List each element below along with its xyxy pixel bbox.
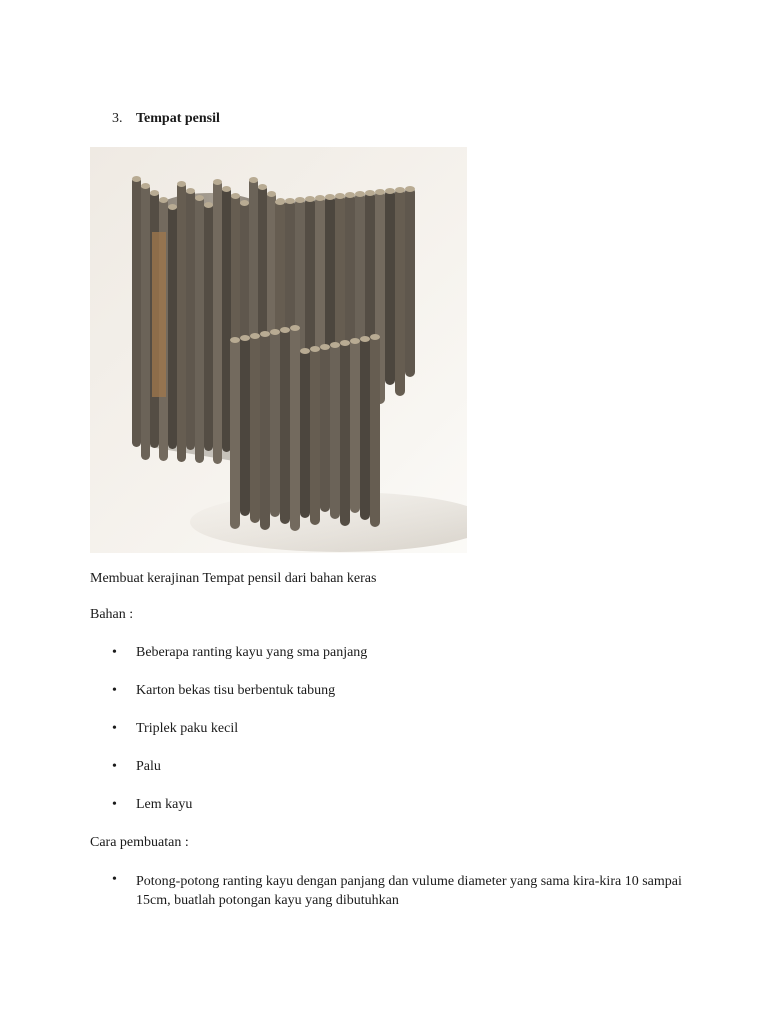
wood-stick-cap xyxy=(280,327,290,333)
wood-stick-cap xyxy=(222,186,231,192)
wood-stick-cap xyxy=(350,338,360,344)
wood-stick xyxy=(385,189,395,385)
heading-title: Tempat pensil xyxy=(136,111,220,126)
section-heading xyxy=(112,111,220,127)
wood-stick-cap xyxy=(370,334,380,340)
wood-stick xyxy=(213,180,222,464)
pencil-holder-photo xyxy=(90,147,467,553)
wood-stick-cap xyxy=(295,197,305,203)
wood-stick xyxy=(222,187,231,452)
wood-stick xyxy=(360,337,370,520)
bullet-icon: • xyxy=(112,645,117,660)
bullet-icon: • xyxy=(112,797,117,812)
wood-stick xyxy=(270,330,280,517)
wood-stick xyxy=(141,184,150,460)
wood-stick-cap xyxy=(204,202,213,208)
wood-stick xyxy=(132,177,141,447)
wood-stick xyxy=(280,328,290,524)
wood-stick-cap xyxy=(275,199,285,205)
bullet-icon: • xyxy=(112,759,117,774)
wood-stick-cap xyxy=(141,183,150,189)
wood-stick xyxy=(230,338,240,529)
intro-paragraph: Membuat kerajinan Tempat pensil dari bahan keras xyxy=(90,571,377,586)
wood-stick-cap xyxy=(325,194,335,200)
wood-stick xyxy=(250,334,260,523)
wood-stick xyxy=(195,196,204,463)
wood-stick xyxy=(320,345,330,512)
wood-stick xyxy=(260,332,270,530)
cara-label: Cara pembuatan : xyxy=(90,835,189,850)
wood-stick xyxy=(310,347,320,525)
wood-stick-cap xyxy=(249,177,258,183)
list-item-text: Lem kayu xyxy=(136,797,193,812)
bahan-label: Bahan : xyxy=(90,607,134,622)
list-item-text: Palu xyxy=(136,759,161,774)
wood-stick-cap xyxy=(355,191,365,197)
wood-stick xyxy=(204,203,213,451)
heading-number: 3. xyxy=(112,111,123,126)
wood-stick-cap xyxy=(258,184,267,190)
wood-stick xyxy=(340,341,350,526)
wood-stick-cap xyxy=(405,186,415,192)
wood-stick-cap xyxy=(260,331,270,337)
list-item-text: Beberapa ranting kayu yang sma panjang xyxy=(136,645,368,660)
list-item-text: Triplek paku kecil xyxy=(136,721,239,736)
wood-stick xyxy=(330,343,340,519)
wood-stick xyxy=(186,189,195,450)
bullet-icon: • xyxy=(112,872,117,887)
wood-stick-cap xyxy=(365,190,375,196)
wood-stick-cap xyxy=(240,200,249,206)
list-item-text: Potong-potong ranting kayu dengan panjang dan vulume diameter yang sama kira-kira 10 sampai 15cm, buatlah potongan kayu yang dibutuhkan xyxy=(136,874,682,908)
wood-stick xyxy=(168,205,177,449)
wood-stick-cap xyxy=(375,189,385,195)
wood-stick xyxy=(290,326,300,531)
wood-stick-cap xyxy=(310,346,320,352)
wood-stick-cap xyxy=(300,348,310,354)
wood-stick-cap xyxy=(230,337,240,343)
wood-stick-cap xyxy=(231,193,240,199)
wood-stick-cap xyxy=(330,342,340,348)
wood-stick-cap xyxy=(395,187,405,193)
bullet-icon: • xyxy=(112,721,117,736)
wood-stick-cap xyxy=(213,179,222,185)
list-item-text: Karton bekas tisu berbentuk tabung xyxy=(136,683,336,698)
wood-stick-cap xyxy=(267,191,276,197)
wood-stick-cap xyxy=(270,329,280,335)
wood-stick-cap xyxy=(285,198,295,204)
wood-stick-cap xyxy=(195,195,204,201)
bark-strip xyxy=(152,232,166,397)
wood-stick-cap xyxy=(340,340,350,346)
wood-stick-cap xyxy=(335,193,345,199)
wood-stick xyxy=(350,339,360,513)
wood-stick-cap xyxy=(159,197,168,203)
wood-stick-cap xyxy=(250,333,260,339)
wood-stick xyxy=(395,188,405,396)
pencil-holder-illustration xyxy=(90,147,467,553)
wood-stick-cap xyxy=(150,190,159,196)
wood-stick-cap xyxy=(305,196,315,202)
wood-stick-cap xyxy=(132,176,141,182)
wood-stick-cap xyxy=(177,181,186,187)
wood-stick-cap xyxy=(385,188,395,194)
wood-stick-cap xyxy=(360,336,370,342)
wood-stick xyxy=(370,335,380,527)
wood-stick-cap xyxy=(345,192,355,198)
wood-stick xyxy=(405,187,415,377)
wood-stick-cap xyxy=(315,195,325,201)
wood-stick xyxy=(177,182,186,462)
wood-stick-cap xyxy=(240,335,250,341)
wood-stick xyxy=(300,349,310,518)
sticks-front-group xyxy=(230,325,380,531)
wood-stick xyxy=(240,336,250,516)
bullet-icon: • xyxy=(112,683,117,698)
wood-stick-cap xyxy=(186,188,195,194)
wood-stick-cap xyxy=(290,325,300,331)
wood-stick-cap xyxy=(320,344,330,350)
wood-stick-cap xyxy=(168,204,177,210)
